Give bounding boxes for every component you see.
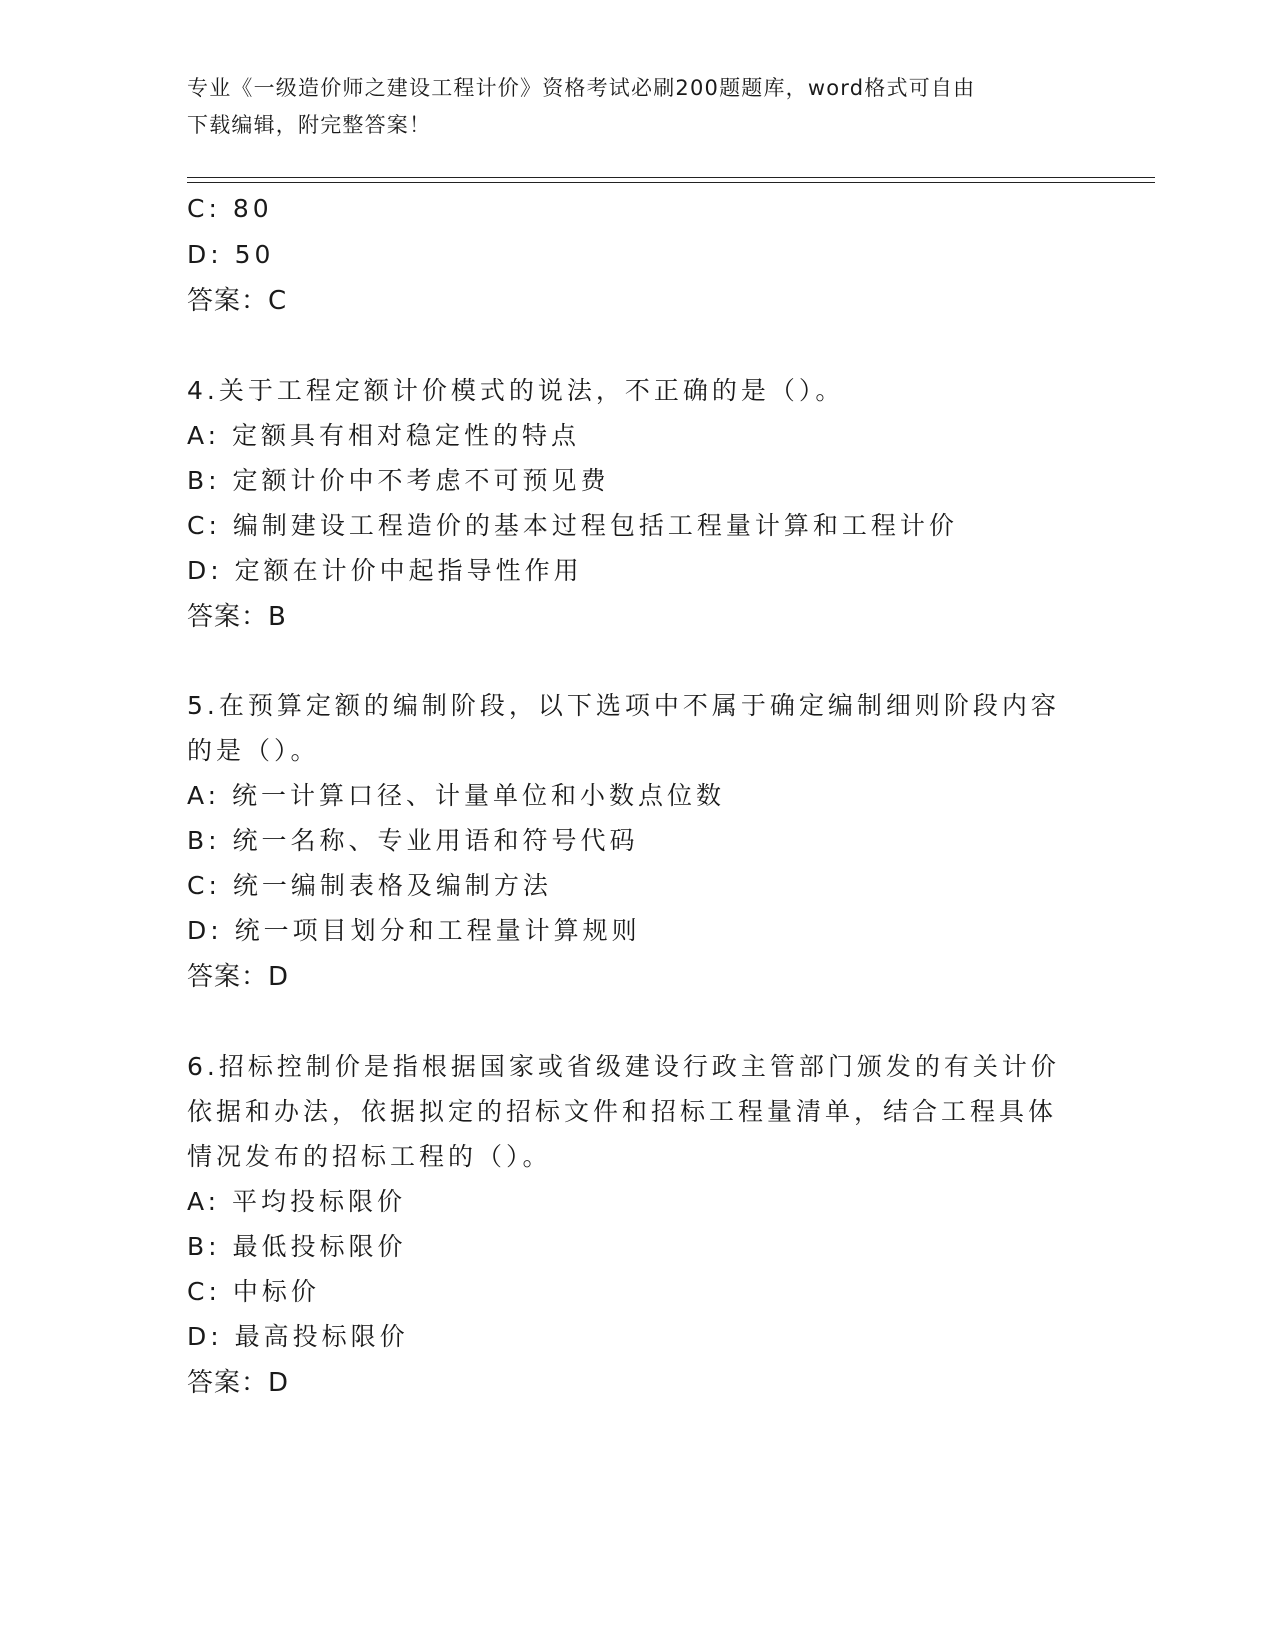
q4-option-a: A: 定额具有相对稳定性的特点 (187, 421, 581, 450)
q5-option-b: B: 统一名称、专业用语和符号代码 (187, 826, 639, 855)
header-line-1: 专业《一级造价师之建设工程计价》资格考试必刷200题题库，word格式可自由 (187, 76, 976, 100)
header-divider-top (187, 177, 1155, 178)
prev-option-d: D: 50 (187, 240, 275, 269)
q6-option-d: D: 最高投标限价 (187, 1322, 409, 1351)
q4-option-d: D: 定额在计价中起指导性作用 (187, 556, 583, 585)
q5-option-c: C: 统一编制表格及编制方法 (187, 871, 552, 900)
q5-option-a: A: 统一计算口径、计量单位和小数点位数 (187, 781, 726, 810)
prev-option-c: C: 80 (187, 194, 273, 223)
q4-option-c: C: 编制建设工程造价的基本过程包括工程量计算和工程计价 (187, 511, 958, 540)
q4-stem: 4.关于工程定额计价模式的说法，不正确的是（）。 (187, 376, 845, 405)
q6-option-b: B: 最低投标限价 (187, 1232, 407, 1261)
page-header (187, 70, 1087, 144)
prev-answer: 答案：C (187, 286, 288, 316)
q4-option-b: B: 定额计价中不考虑不可预见费 (187, 466, 610, 495)
q5-stem-line-2: 的是（）。 (187, 736, 320, 765)
q6-stem-line-3: 情况发布的招标工程的（）。 (187, 1142, 552, 1171)
q4-answer: 答案：B (187, 602, 287, 632)
q5-option-d: D: 统一项目划分和工程量计算规则 (187, 916, 641, 945)
q6-answer: 答案：D (187, 1368, 290, 1398)
q5-answer: 答案：D (187, 962, 290, 992)
header-line-2: 下载编辑，附完整答案！ (187, 113, 432, 137)
q5-stem-line-1: 5.在预算定额的编制阶段，以下选项中不属于确定编制细则阶段内容 (187, 691, 1060, 720)
q6-option-c: C: 中标价 (187, 1277, 320, 1306)
q6-option-a: A: 平均投标限价 (187, 1187, 407, 1216)
q6-stem-line-1: 6.招标控制价是指根据国家或省级建设行政主管部门颁发的有关计价 (187, 1052, 1060, 1081)
q6-stem-line-2: 依据和办法，依据拟定的招标文件和招标工程量清单，结合工程具体 (187, 1097, 1058, 1126)
header-divider-bottom (187, 182, 1155, 183)
